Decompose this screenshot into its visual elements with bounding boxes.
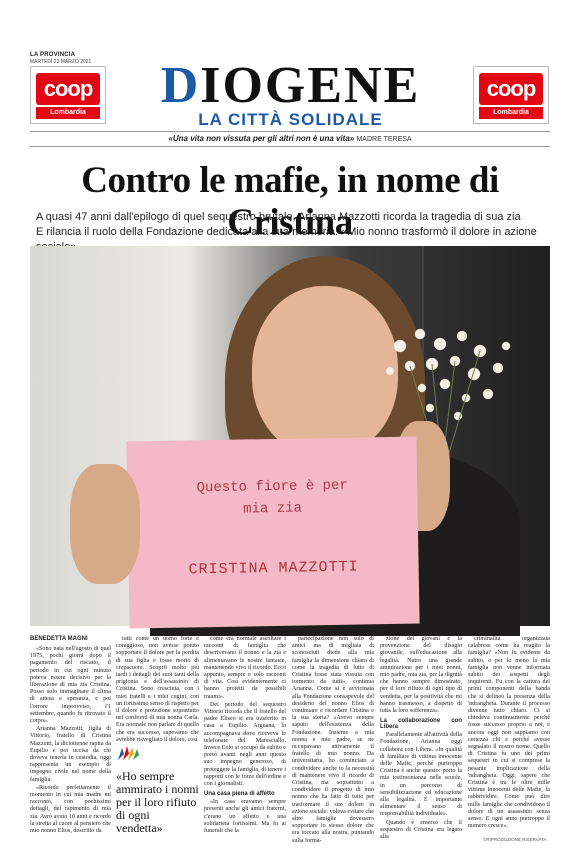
coop-logo: coop [36,73,100,105]
article-column-1 [30,636,111,835]
coop-region: Lombardia [36,107,100,119]
paragraph: «Sono nata nell'agosto di quel 1975, pochi giorni dopo il pagamento del riscatto, il periodo in cui ogni minuto poteva essere decisivo per la liberazione di mia zia Cristina. Posso solo immaginare il clima di attesa e speranza, e poi l'orrore improvviso, l'1 settembre, quando fu ritrovato il corpo». [30,646,111,725]
title-rest: IOGENE [200,57,421,114]
sign-line: Questo fiore è per [196,477,348,497]
subhead: Una casa piena di affetto [204,791,275,798]
paragraph: Dei periodo del sequestro Vittorio ricorda che il fratello del padre Eliseo si era trasferito in casa a Eupilio. Arguana, lo accompagnava dove riceveva le telefonate del Maresciallo. Invece Eolo si occupò da subito e portò avanti negli anni questo suo impegno generoso, di proteggere la famiglia, di tenere i rapporti con le forze dell'ordine e con i giornalisti. [204,701,286,788]
sponsor-logo-right [473,66,549,124]
pull-quote [116,744,199,835]
coop-region: Lombardia [479,107,543,119]
quote-text: «Una vita non vissuta per gli altri non è una vita» [168,134,355,143]
masthead [0,0,580,150]
sponsor-logo-left [30,66,106,124]
article-headline: Contro le mafie, in nome di Cristina [81,160,499,243]
issue-date: MARTEDÌ 23 MARZO 2021 [30,59,92,65]
title-first-letter: D [160,57,201,114]
sign-name: CRISTINA MAZZOTTI [188,558,359,579]
subhead: La collaborazione con Libera [380,718,462,731]
quote-bar [30,131,550,147]
standfirst-line: E rilancia il ruolo della Fondazione dedicata alla sua memoria: «Mio nonno trasformò il dolore in azione [36,226,537,238]
person-hand-left [70,464,140,584]
coop-logo: coop [479,73,543,105]
paragraph: zione dei giovani e la prevenzione del disagio giovanile, sull'educazione alla legalità. Nutro una grande ammirazione per i miei nonni, mio padre, mia zia, per la dignità che hanno sempre dimostrato, per il loro rifiuto di ogni tipo di vendetta, per la positività che mi hanno trasmesso, a dispetto di tutta la loro sofferenza». [380,636,462,715]
byline: BENEDETTA MAGNI [30,636,88,642]
standfirst-line: A quasi 47 anni dall'epilogo di quel sequestro brutale, Arianna Mazzotti ricorda la tragedia di sua zia [36,211,521,223]
paragraph: Arianna Mazzotti, figlia di Vittorio, fratello di Cristina Mazzotti, la diciottenne rapita da Eupilio e poi uccisa da chi doveva tenerla in custodia, oggi rappresenta un esempio di impegno civile nel nome della famiglia. [30,726,111,783]
article-column-5 [380,636,462,841]
paragraph: «In casa eravamo sempre presenti anche gli amici fraterni, c'erano un affetto e una solidarietà fortissimi. Ma fu ai funerali che la [204,799,286,835]
section-subtitle: LA CITTÀ SOLIDALE [198,110,383,129]
paragraph: criminalità organizzata calabrese come ha reagito la famiglia? «Non fu evidente da subito, o per lo meno la mia famiglia non venne informata subito dei sospetti degli inquirenti. Fu con la cattura dei primi componenti della banda che si delineò la presenza della 'ndrangheta. Durante il processo divenne tutto chiaro. Ci si chiedeva continuamente perché fosse successo proprio a noi, e ancora oggi non sappiamo con certezza chi e perché avesse segnalato il nostro nome. Quello di Cristina fu uno dei primi sequestri in cui si comprese la pesante implicazione della 'ndrangheta. Oggi, sapere che Cristina è tra le oltre mille vittime innocenti delle Mafie, fa rabbrividire. Come può dire mille famiglie che condividono il dolore di un assassinio senza senso. E ogni anno purtroppo il numero cresce». [468,636,550,830]
paragraph: partecipazione non solo di amici ma di migliaia di sconosciuti diede alla mia famiglia la dimensione chiara di come la tragedia di lutto di Cristina fosse stata vissuta con tormento da tutti», continua Arianna. Come si è avvicinata alla Fondazione consapevole del desiderio del nonno Elios di continuare e ricordare Cristina e la sua storia? «Avevo sempre saputo dell'esistenza della Fondazione. Insieme a mia nonna e mio padre, se ne occupavano attivamente il fratello di mio nonno. Da universitaria, ho cominciato a condividere anche io la necessità di mantenere vivo il ricordo di Cristina, ma soprattutto a condividere il progetto di mio nonno che ha fatto di tutto per trasformare il suo dolore in azione sociale: voleva evitare che altre famiglie dovessero sopportare lo stesso dolore che era toccato alla nostra, puntando sulla forma- [292,636,374,844]
article-photo [30,246,550,626]
section-title [118,57,463,130]
paragraph: Quando è emerso che il sequestro di Cristina era legato alla [380,819,462,841]
paper-name: LA PROVINCIA [30,52,76,58]
paragraph: tutti come un uomo forte e coraggioso, non avesse potuto sopportare il dolore per la perdita di sua figlia e fosse morto di crepacuore. Scoprii molto più tardi i dettagli dei suoi tanti della prigionia e dell'assassinio di Cristina. Sono cresciuta, con i miei fratelli e i miei cugini, con un fortissimo senso di rispetto per il dolore e protezione soprattutto nei confronti di mia nonna Carla. Era normale non parlare di quello che era successo, sapevamo che avrebbe risvegliato il dolore, così [116,636,199,743]
paragraph: «Ricordo perfettamente il momento in cui mia madre mi raccontò, con pochissimi dettagli, del rapimento di mia zia. Avrò avuto 10 anni e ricordo la stretta al cuore al pensiero che mio nonno Elios, descritto da [30,784,111,835]
copyright-notice: ©RIPRODUZIONE RISERVATA [483,837,547,842]
article-column-3 [204,636,286,835]
article-column-6 [468,636,550,832]
section-title-main [118,57,463,114]
sign-line: mia zia [243,500,303,518]
quote-attribution: MADRE TERESA [356,136,412,143]
pull-quote-text: «Ho sempre ammirato i nonni per il loro rifiuto di ogni vendetta» [116,769,199,835]
article-column-4 [292,636,374,844]
paragraph: Parallelamente all'attività della Fondazione, Arianna oggi collabora con Libera. «In qualità di familiare di vittima innocente delle Mafie, perché purtroppo Cristina è anche questo: porto la mia testimonianza nelle scuole, in un percorso di sensibilizzazione ed educazione alla legalità. È importante alimentare il senso di responsabilità individuale». [380,732,462,818]
hands-logo-icon [116,744,140,762]
paragraph: come era normale ascoltare i racconti di famiglia che descrivevano il nonno e la zia e alimentavano le nostre fantasie, mantenendo vivo il ricordo. Ecco appunto, sempre e solo racconti di vita. Così evidentemente ci hanno protetti da possibili traumi». [204,636,286,700]
handwritten-sign [126,436,419,628]
article-column-2 [116,636,199,743]
